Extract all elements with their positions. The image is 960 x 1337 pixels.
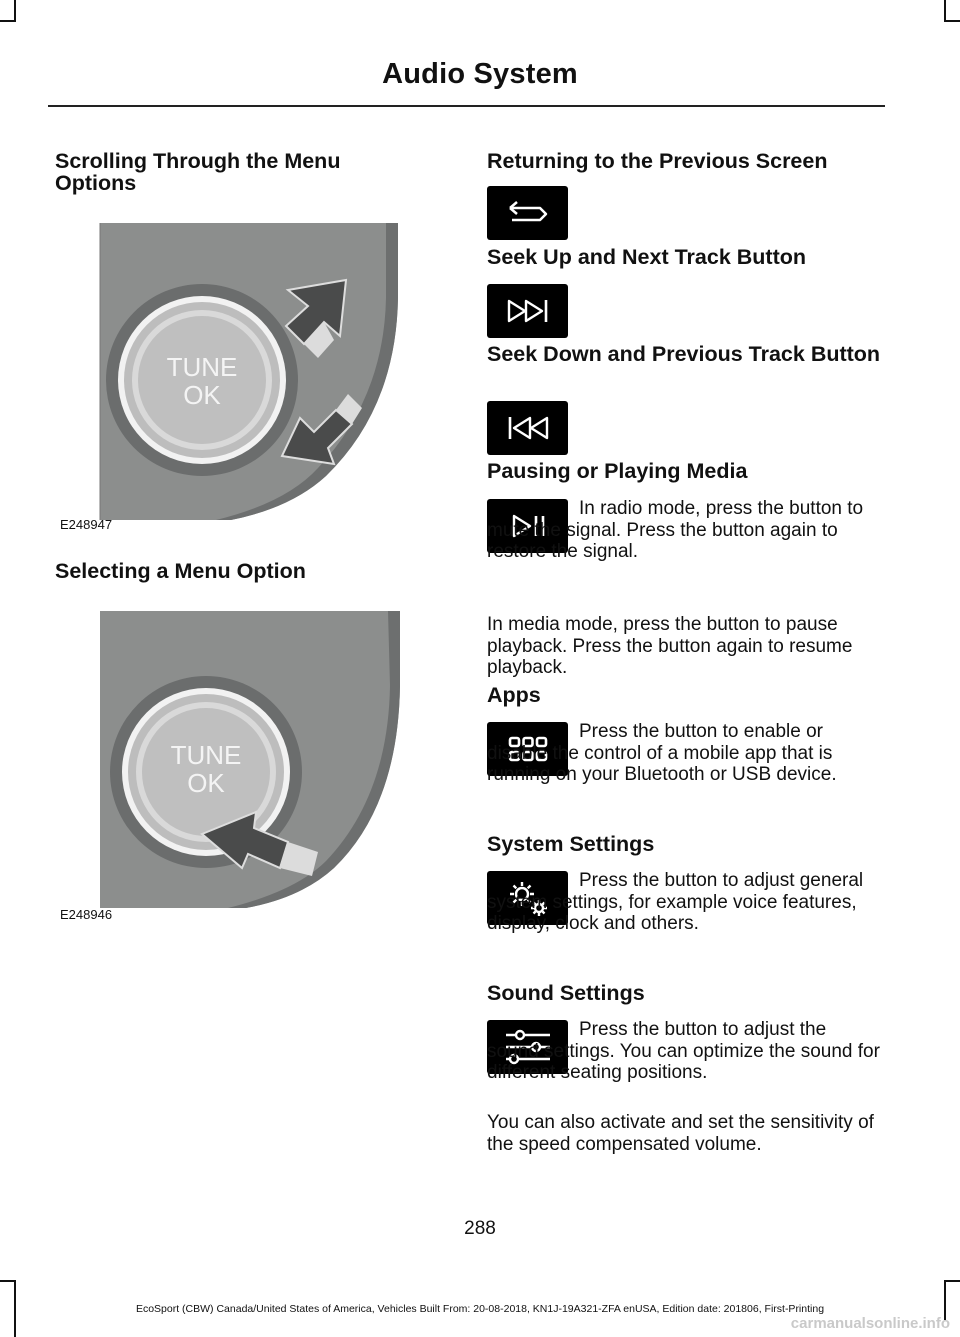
header-divider [48,105,885,107]
apps-paragraph: Press the button to enable or disable the control of a mobile app that is running on your Bluetooth or USB device. [487,721,837,785]
section-heading-selecting: Selecting a Menu Option [55,559,306,583]
section-heading-back: Returning to the Previous Screen [487,149,828,173]
page-title: Audio System [382,58,578,90]
section-heading-sound-settings: Sound Settings [487,981,645,1005]
tune-knob-select-illustration [56,606,408,928]
system-settings-paragraph: Press the button to adjust general system settings, for example voice features, display, clock and others. [487,870,864,934]
back-arrow-icon [506,199,550,227]
seek-down-icon-box [487,401,568,455]
section-heading-apps: Apps [487,683,541,707]
crop-mark [0,20,16,22]
next-track-icon [504,297,552,325]
seek-up-icon-box [487,284,568,338]
crop-mark [944,1280,960,1282]
image-code: E248947 [60,517,113,532]
knob-label-tune: TUNE [166,352,238,382]
section-heading-scrolling: Scrolling Through the Menu Options [55,149,341,195]
pause-paragraph-media: In media mode, press the button to pause playback. Press the button again to resume playback. [487,614,853,678]
section-heading-system-settings: System Settings [487,832,655,856]
sound-settings-paragraph-1: Press the button to adjust the sound settings. You can optimize the sound for different seating positions. [487,1019,880,1083]
tune-knob-scroll-illustration [56,218,408,538]
crop-mark [14,0,16,20]
footer-edition-info: EcoSport (CBW) Canada/United States of America, Vehicles Built From: 20-08-2018, KN1J-19A321-ZFA enUSA, Edition date: 201806, First-Printing [135,1303,825,1315]
section-heading-seek-down: Seek Down and Previous Track Button [487,342,881,366]
tune-knob-scroll-drawing [56,218,408,538]
knob-label-ok: OK [187,768,225,798]
knob-label-tune: TUNE [170,740,242,770]
tune-knob-select-drawing [56,606,408,928]
back-button-icon-box [487,186,568,240]
page-number: 288 [464,1218,496,1239]
section-heading-seek-up: Seek Up and Next Track Button [487,245,806,269]
sound-settings-paragraph-2: You can also activate and set the sensitivity of the speed compensated volume. [487,1112,874,1155]
image-code: E248946 [60,907,113,922]
previous-track-icon [504,414,552,442]
section-heading-pause: Pausing or Playing Media [487,459,748,483]
crop-mark [944,20,960,22]
knob-label-ok: OK [183,380,221,410]
watermark: carmanualsonline.info [790,1315,950,1332]
pause-paragraph-radio: In radio mode, press the button to mute the signal. Press the button again to restore the signal. [487,498,864,562]
crop-mark [0,1280,16,1282]
crop-mark [944,0,946,20]
